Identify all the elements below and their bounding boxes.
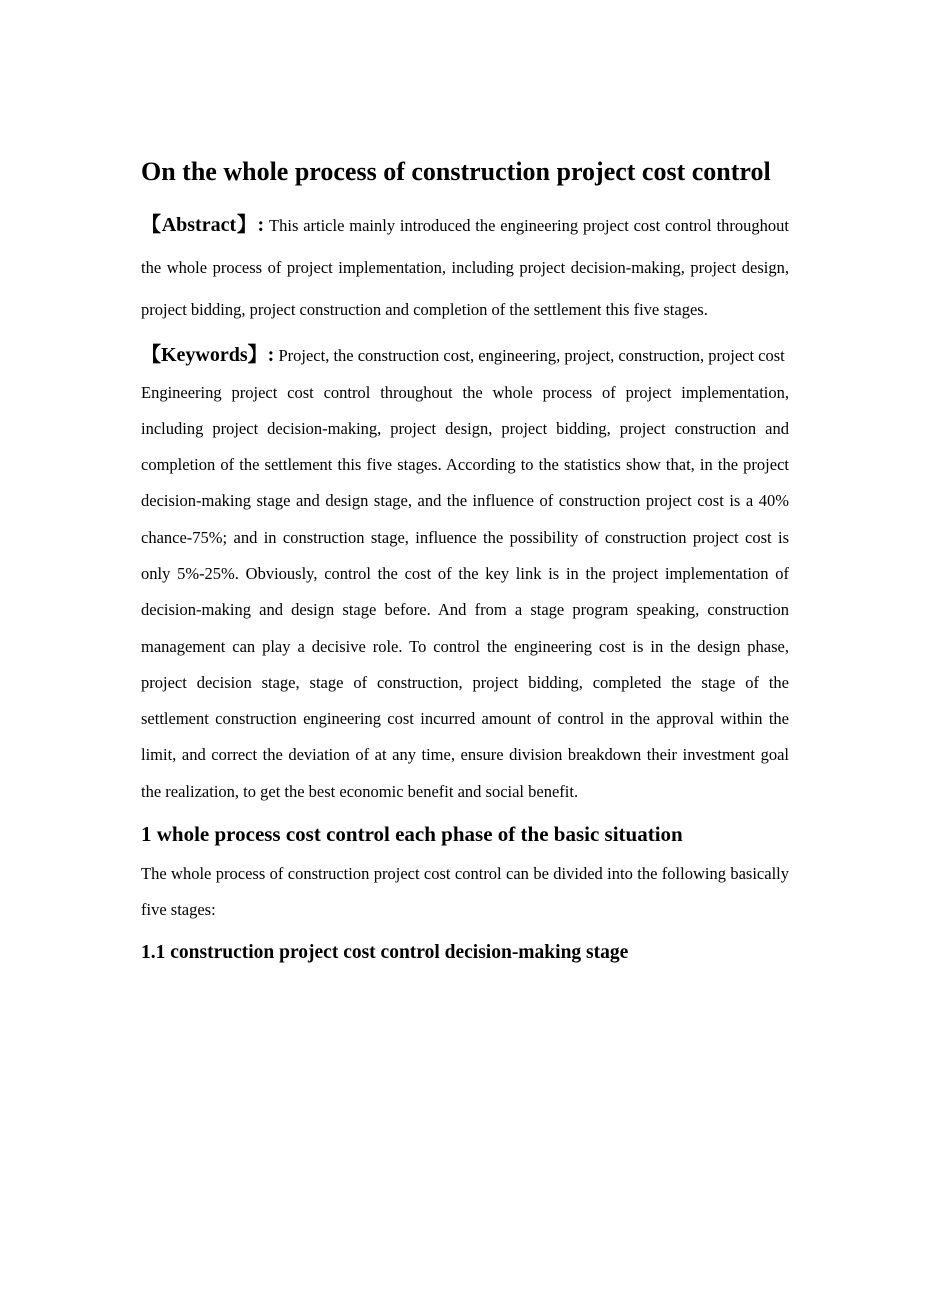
section-1-heading: 1 whole process cost control each phase of the basic situation: [141, 822, 683, 847]
abstract-paragraph: [141, 204, 789, 331]
intro-paragraph: Engineering project cost control throughout the whole process of project implementation, including project decision-making, project design, project bidding, project construction and completion of the settlement this five stages. According to the statistics show that, in the project decision-making stage and design stage, and the influence of construction project cost is a 40% chance-75%; and in construction stage, influence the possibility of construction project cost is only 5%-25%. Obviously, control the cost of the key link is in the project implementation of decision-making and design stage before. And from a stage program speaking, construction management can play a decisive role. To control the engineering cost is in the design phase, project decision stage, stage of construction, project bidding, completed the stage of the settlement construction engineering cost incurred amount of control in the approval within the limit, and correct the deviation of at any time, ensure division breakdown their investment goal the realization, to get the best economic benefit and social benefit.: [141, 382, 789, 801]
document-page: [141, 148, 789, 973]
section-1-1-heading: 1.1 construction project cost control decision-making stage: [141, 941, 629, 963]
abstract-text: This article mainly introduced the engineering project cost control throughout the whole process of project implementation, including project decision-making, project design, project bidding, project construction and completion of the settlement this five stages.: [141, 216, 789, 319]
keywords-text: Project, the construction cost, engineering, project, construction, project cost: [278, 346, 785, 365]
abstract-label: 【Abstract】:: [141, 214, 265, 236]
keywords-paragraph: [141, 337, 789, 375]
keywords-label: 【Keywords】:: [141, 344, 275, 366]
section-1-paragraph: The whole process of construction project cost control can be divided into the following basically five stages:: [141, 864, 789, 920]
document-title: On the whole process of construction project cost control: [141, 157, 771, 186]
